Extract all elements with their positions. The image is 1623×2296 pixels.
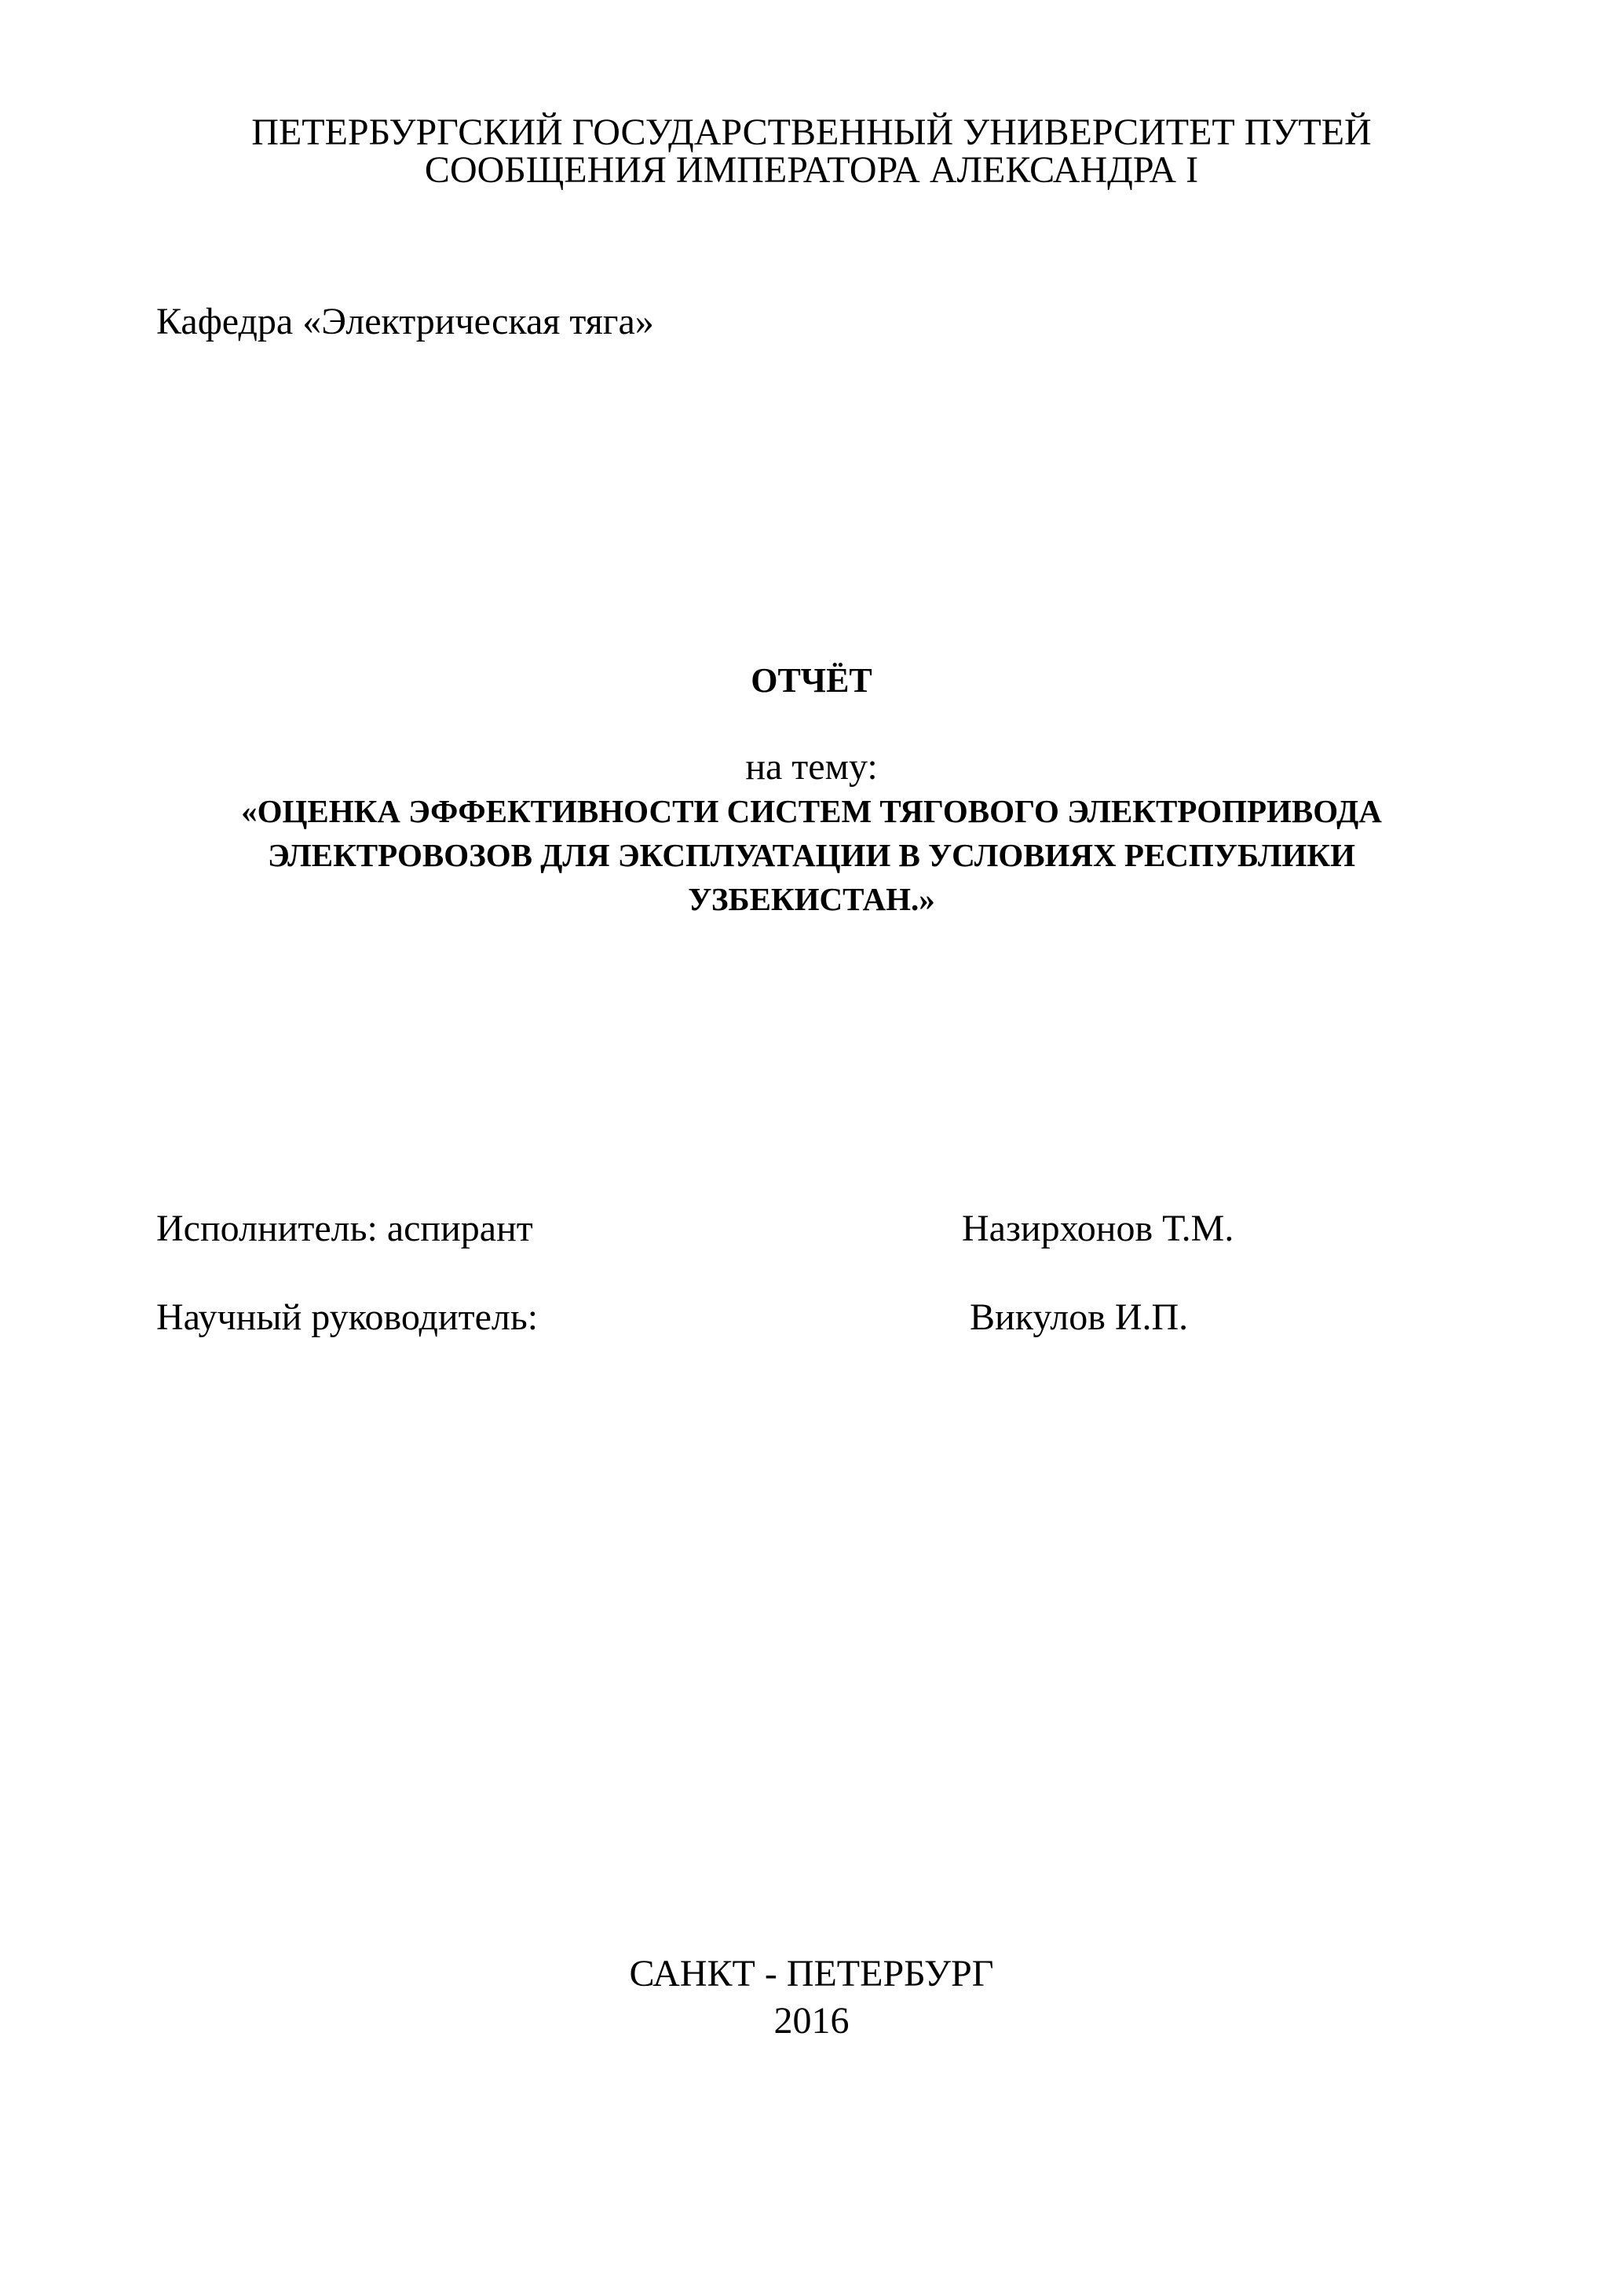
performer-label: Исполнитель: аспирант bbox=[156, 1208, 533, 1249]
department: Кафедра «Электрическая тяга» bbox=[156, 301, 654, 342]
topic-line2: ЭЛЕКТРОВОЗОВ ДЛЯ ЭКСПЛУАТАЦИИ В УСЛОВИЯХ РЕСПУБЛИКИ bbox=[267, 837, 1356, 873]
university-name-line2: СООБЩЕНИЯ ИМПЕРАТОРА АЛЕКСАНДРА I bbox=[424, 149, 1199, 191]
year: 2016 bbox=[773, 2000, 850, 2042]
supervisor-label: Научный руководитель: bbox=[156, 1296, 539, 1338]
topic-line3: УЗБЕКИСТАН.» bbox=[688, 881, 935, 917]
university-name-line1: ПЕТЕРБУРГСКИЙ ГОСУДАРСТВЕННЫЙ УНИВЕРСИТЕТ ПУТЕЙ bbox=[251, 112, 1372, 153]
supervisor-name: Викулов И.П. bbox=[970, 1296, 1189, 1338]
topic-line1: «ОЦЕНКА ЭФФЕКТИВНОСТИ СИСТЕМ ТЯГОВОГО ЭЛЕКТРОПРИВОДА bbox=[241, 793, 1382, 829]
report-heading: ОТЧЁТ bbox=[751, 661, 872, 700]
city: САНКТ - ПЕТЕРБУРГ bbox=[629, 1953, 994, 1994]
performer-name: Назирхонов Т.М. bbox=[962, 1208, 1234, 1249]
report-subheading: на тему: bbox=[745, 746, 878, 788]
